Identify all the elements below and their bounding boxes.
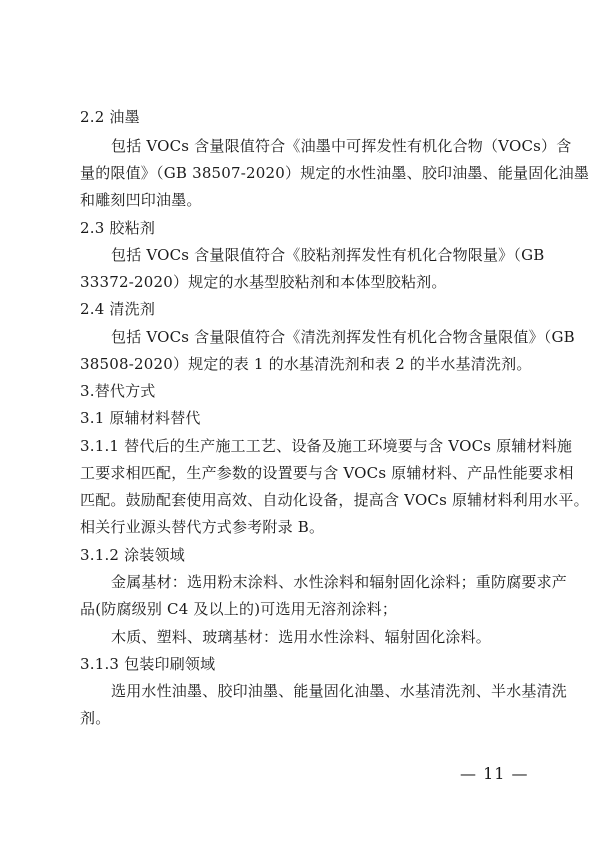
section-heading-3-1-2: 3.1.2 涂装领域 <box>80 546 185 564</box>
paragraph-line: 木质、塑料、玻璃基材：选用水性涂料、辐射固化涂料。 <box>111 628 492 646</box>
paragraph-line: 金属基材：选用粉末涂料、水性涂料和辐射固化涂料；重防腐要求产 <box>111 573 568 591</box>
paragraph-line: 量的限值》（GB 38507-2020）规定的水性油墨、胶印油墨、能量固化油墨 <box>80 164 590 182</box>
section-heading-3-1: 3.1 原辅材料替代 <box>80 409 201 427</box>
page-number: — 11 — <box>460 764 529 783</box>
paragraph-line: 相关行业源头替代方式参考附录 B。 <box>80 518 325 536</box>
section-heading-2-4: 2.4 清洗剂 <box>80 300 156 318</box>
paragraph-line: 和雕刻凹印油墨。 <box>80 191 202 209</box>
paragraph-line: 剂。 <box>80 709 111 727</box>
paragraph-line: 包括 VOCs 含量限值符合《油墨中可挥发性有机化合物（VOCs）含 <box>111 137 572 155</box>
section-heading-2-3: 2.3 胶粘剂 <box>80 219 156 237</box>
paragraph-line: 3.1.1 替代后的生产施工工艺、设备及施工环境要与含 VOCs 原辅材料施 <box>80 437 573 455</box>
paragraph-line: 33372-2020）规定的水基型胶粘剂和本体型胶粘剂。 <box>80 273 447 291</box>
section-heading-3-1-3: 3.1.3 包装印刷领域 <box>80 655 216 673</box>
paragraph-line: 匹配。鼓励配套使用高效、自动化设备，提高含 VOCs 原辅材料利用水平。 <box>80 491 589 509</box>
section-heading-3: 3.替代方式 <box>80 382 156 400</box>
section-heading-2-2: 2.2 油墨 <box>80 108 140 126</box>
paragraph-line: 包括 VOCs 含量限值符合《胶粘剂挥发性有机化合物限量》（GB <box>111 246 545 264</box>
paragraph-line: 38508-2020）规定的表 1 的水基清洗剂和表 2 的半水基清洗剂。 <box>80 355 532 373</box>
paragraph-line: 选用水性油墨、胶印油墨、能量固化油墨、水基清洗剂、半水基清洗 <box>111 682 568 700</box>
paragraph-line: 工要求相匹配，生产参数的设置要与含 VOCs 原辅材料、产品性能要求相 <box>80 464 574 482</box>
paragraph-line: 品(防腐级别 C4 及以上的)可选用无溶剂涂料； <box>80 600 398 618</box>
paragraph-line: 包括 VOCs 含量限值符合《清洗剂挥发性有机化合物含量限值》（GB <box>111 328 575 346</box>
